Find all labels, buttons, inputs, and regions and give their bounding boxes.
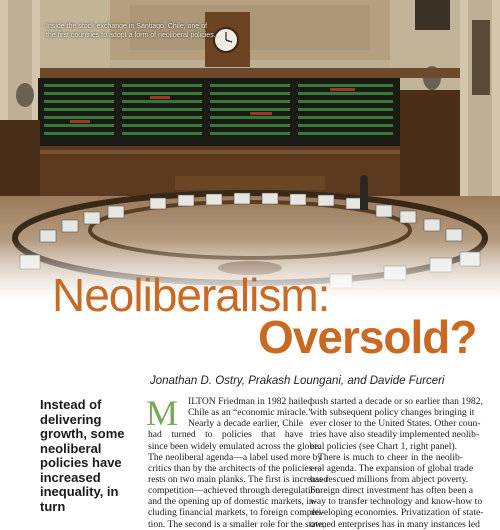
- body-line: ever closer to the United States. Other coun-: [310, 418, 481, 430]
- photo-caption: Inside the stock exchange in Santiago, Chile, one of the first countries to adopt a form of neoliberal policies.: [46, 23, 216, 39]
- body-line: owned enterprises has in many instances led: [310, 518, 480, 530]
- drop-cap: M: [146, 393, 179, 433]
- body-line: had turned to policies that have: [148, 429, 303, 441]
- body-line: Nearly a decade earlier, Chile: [188, 418, 303, 430]
- article-deck: Instead of delivering growth, some neoliberal policies have increased inequality, in turn: [40, 397, 125, 514]
- body-line: critics than by the architects of the policies—: [148, 462, 322, 474]
- body-line: ILTON Friedman in 1982 hailed: [188, 396, 313, 407]
- body-line: eral policies (see Chart 1, right panel).: [310, 440, 458, 452]
- body-line: Chile as an “economic miracle.”: [188, 407, 313, 419]
- body-line: way to transfer technology and know-how to: [310, 496, 483, 508]
- body-line: The neoliberal agenda—a label used more by: [148, 451, 323, 463]
- body-line: cluding financial markets, to foreign competi-: [148, 507, 325, 519]
- body-column-1: [146, 393, 329, 530]
- body-line: and the opening up of domestic markets, in-: [148, 496, 317, 508]
- body-line: since been widely emulated across the globe.: [148, 440, 321, 452]
- body-line: tion. The second is a smaller role for the state,: [148, 518, 325, 530]
- body-line: eral agenda. The expansion of global trade: [310, 462, 474, 474]
- article-authors: Jonathan D. Ostry, Prakash Loungani, and Davide Furceri: [150, 375, 445, 387]
- body-line: has rescued millions from abject poverty.: [310, 473, 469, 485]
- article-title-line-1: Neoliberalism:: [52, 269, 330, 321]
- body-line: push started a decade or so earlier than 1982,: [310, 396, 483, 407]
- body-line: There is much to cheer in the neolib-: [318, 451, 463, 463]
- body-line: with subsequent policy changes bringing it: [310, 407, 475, 419]
- body-column-2: [310, 396, 484, 530]
- body-line: competition—achieved through deregulation: [148, 485, 321, 497]
- body-line: developing economies. Privatization of state-: [310, 507, 484, 519]
- body-line: rests on two main planks. The first is increased: [148, 473, 329, 485]
- body-line: Foreign direct investment has often been a: [310, 485, 474, 497]
- article-title-line-2: Oversold?: [258, 311, 477, 363]
- body-line: tries have also steadily implemented neolib-: [310, 429, 480, 441]
